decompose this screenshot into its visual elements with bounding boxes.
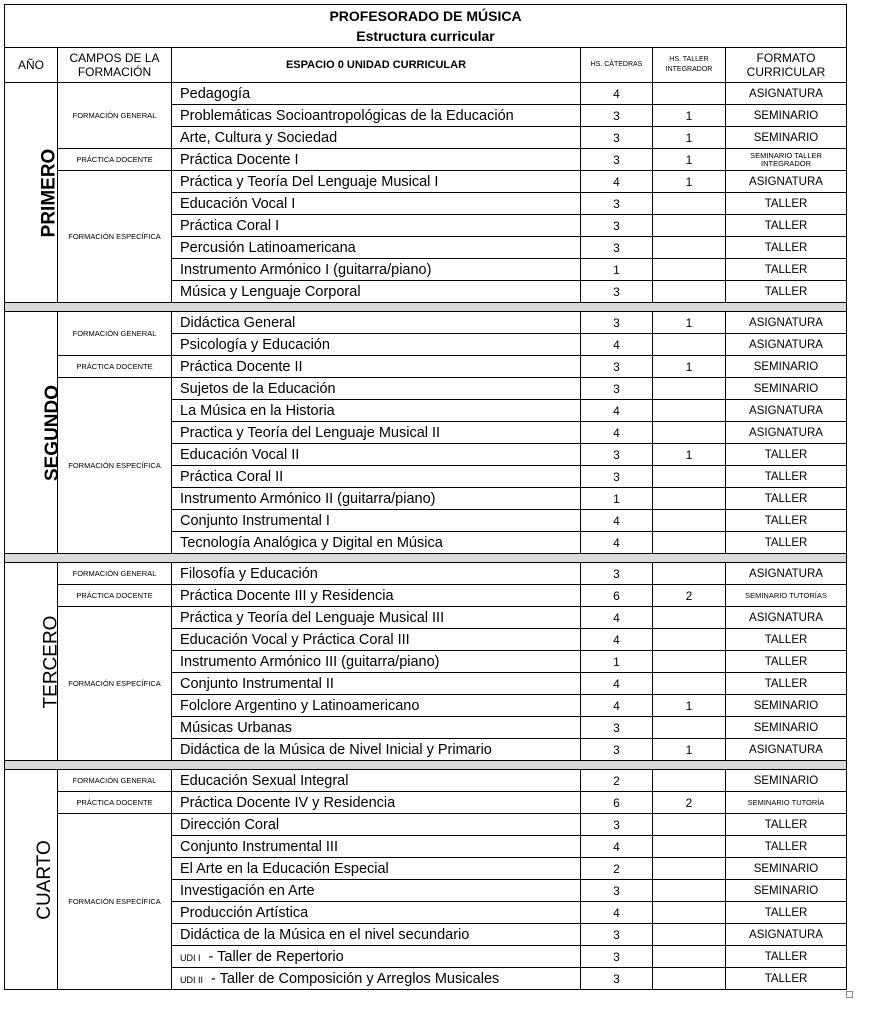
curriculum-table bbox=[4, 4, 847, 990]
hs-catedras-cell: 3 bbox=[581, 880, 653, 902]
hs-catedras-cell: 3 bbox=[581, 946, 653, 968]
hs-taller-cell bbox=[653, 510, 726, 532]
hs-taller-cell bbox=[653, 880, 726, 902]
hs-taller-cell: 1 bbox=[653, 127, 726, 149]
hs-catedras-cell: 3 bbox=[581, 193, 653, 215]
formato-cell: ASIGNATURA bbox=[726, 563, 847, 585]
hs-catedras-cell: 1 bbox=[581, 259, 653, 281]
hs-taller-cell bbox=[653, 193, 726, 215]
header-hs-catedras: HS. CÁTEDRAS bbox=[581, 48, 653, 83]
year-separator bbox=[5, 554, 847, 563]
hs-taller-cell bbox=[653, 607, 726, 629]
table-row bbox=[5, 83, 847, 105]
table-row bbox=[5, 378, 847, 400]
hs-catedras-cell: 3 bbox=[581, 127, 653, 149]
hs-taller-cell: 1 bbox=[653, 695, 726, 717]
subject-cell bbox=[172, 836, 581, 858]
table-row bbox=[5, 149, 847, 171]
hs-taller-cell bbox=[653, 532, 726, 554]
hs-taller-cell bbox=[653, 215, 726, 237]
hs-catedras-cell: 4 bbox=[581, 510, 653, 532]
formato-cell: TALLER bbox=[726, 651, 847, 673]
formato-cell: ASIGNATURA bbox=[726, 422, 847, 444]
year-cell bbox=[5, 312, 64, 554]
subject-name: Educación Sexual Integral bbox=[180, 772, 349, 789]
campo-cell: FORMACIÓN GENERAL bbox=[58, 83, 172, 149]
hs-taller-cell bbox=[653, 237, 726, 259]
hs-catedras-cell: 3 bbox=[581, 312, 653, 334]
year-cell bbox=[5, 770, 58, 990]
header-formato: FORMATO CURRICULAR bbox=[726, 48, 847, 83]
hs-taller-cell bbox=[653, 378, 726, 400]
table-row bbox=[5, 585, 847, 607]
hs-taller-cell bbox=[653, 83, 726, 105]
hs-taller-cell bbox=[653, 924, 726, 946]
campo-cell: FORMACIÓN ESPECÍFICA bbox=[58, 814, 172, 990]
hs-catedras-cell: 6 bbox=[581, 585, 653, 607]
hs-catedras-cell: 4 bbox=[581, 836, 653, 858]
separator-cell bbox=[5, 554, 847, 563]
subject-cell bbox=[172, 880, 581, 902]
formato-cell: SEMINARIO TALLER INTEGRADOR bbox=[726, 149, 847, 171]
hs-catedras-cell: 3 bbox=[581, 105, 653, 127]
table-row bbox=[5, 607, 847, 629]
table-row bbox=[5, 563, 847, 585]
hs-taller-cell bbox=[653, 422, 726, 444]
formato-cell: ASIGNATURA bbox=[726, 607, 847, 629]
hs-taller-cell bbox=[653, 770, 726, 792]
formato-cell: ASIGNATURA bbox=[726, 924, 847, 946]
subject-name: Práctica Docente III y Residencia bbox=[180, 587, 394, 604]
campo-cell: FORMACIÓN GENERAL bbox=[58, 312, 172, 356]
subject-cell bbox=[172, 127, 581, 149]
year-separator bbox=[5, 761, 847, 770]
formato-cell: SEMINARIO bbox=[726, 695, 847, 717]
subject-cell bbox=[172, 488, 581, 510]
hs-taller-cell bbox=[653, 814, 726, 836]
subject-name: Práctica Coral I bbox=[180, 217, 280, 234]
subject-name: Filosofía y Educación bbox=[180, 565, 318, 582]
hs-taller-cell: 1 bbox=[653, 356, 726, 378]
formato-cell: TALLER bbox=[726, 968, 847, 990]
hs-catedras-cell: 4 bbox=[581, 902, 653, 924]
hs-catedras-cell: 3 bbox=[581, 237, 653, 259]
formato-cell: TALLER bbox=[726, 193, 847, 215]
hs-catedras-cell: 3 bbox=[581, 215, 653, 237]
campo-cell: PRÁCTICA DOCENTE bbox=[58, 149, 172, 171]
campo-cell: FORMACIÓN ESPECÍFICA bbox=[58, 607, 172, 761]
hs-catedras-cell: 3 bbox=[581, 444, 653, 466]
subject-name: Instrumento Armónico I (guitarra/piano) bbox=[180, 261, 432, 278]
hs-taller-cell bbox=[653, 858, 726, 880]
subject-name: Folclore Argentino y Latinoamericano bbox=[180, 697, 420, 714]
hs-taller-cell bbox=[653, 946, 726, 968]
subject-cell bbox=[172, 902, 581, 924]
udi-label: UDI II bbox=[180, 974, 204, 985]
campo-cell: FORMACIÓN GENERAL bbox=[58, 770, 172, 792]
separator-cell bbox=[5, 303, 847, 312]
subject-cell bbox=[172, 334, 581, 356]
formato-cell: ASIGNATURA bbox=[726, 739, 847, 761]
table-row bbox=[5, 814, 847, 836]
hs-taller-cell: 1 bbox=[653, 105, 726, 127]
hs-taller-cell bbox=[653, 259, 726, 281]
formato-cell: TALLER bbox=[726, 902, 847, 924]
curriculum-document bbox=[4, 4, 846, 990]
subject-cell bbox=[172, 858, 581, 880]
subject-cell bbox=[172, 563, 581, 585]
table-row bbox=[5, 356, 847, 378]
subject-cell bbox=[172, 281, 581, 303]
formato-cell: SEMINARIO bbox=[726, 127, 847, 149]
subject-cell bbox=[172, 814, 581, 836]
hs-catedras-cell: 4 bbox=[581, 695, 653, 717]
subject-cell bbox=[172, 651, 581, 673]
year-label: CUARTO bbox=[33, 839, 55, 920]
hs-taller-cell: 1 bbox=[653, 312, 726, 334]
formato-cell: TALLER bbox=[726, 281, 847, 303]
formato-cell: TALLER bbox=[726, 237, 847, 259]
year-label: PRIMERO bbox=[38, 148, 60, 237]
subject-cell bbox=[172, 422, 581, 444]
hs-taller-cell bbox=[653, 400, 726, 422]
subject-name: Tecnología Analógica y Digital en Música bbox=[180, 534, 443, 551]
subject-name: Conjunto Instrumental I bbox=[180, 512, 330, 529]
subject-cell bbox=[172, 83, 581, 105]
hs-catedras-cell: 4 bbox=[581, 607, 653, 629]
subject-name: Instrumento Armónico III (guitarra/piano) bbox=[180, 653, 440, 670]
hs-taller-cell: 1 bbox=[653, 739, 726, 761]
hs-catedras-cell: 4 bbox=[581, 629, 653, 651]
subject-name: Arte, Cultura y Sociedad bbox=[180, 129, 338, 146]
subject-cell bbox=[172, 770, 581, 792]
subject-name: Práctica Docente IV y Residencia bbox=[180, 794, 396, 811]
hs-taller-cell bbox=[653, 717, 726, 739]
subject-cell bbox=[172, 968, 581, 990]
corner-mark bbox=[846, 991, 853, 998]
hs-taller-cell: 1 bbox=[653, 171, 726, 193]
document-subtitle: Estructura curricular bbox=[356, 28, 495, 44]
subject-cell bbox=[172, 466, 581, 488]
hs-catedras-cell: 3 bbox=[581, 563, 653, 585]
hs-catedras-cell: 1 bbox=[581, 488, 653, 510]
hs-catedras-cell: 3 bbox=[581, 739, 653, 761]
hs-taller-cell bbox=[653, 563, 726, 585]
campo-cell: FORMACIÓN ESPECÍFICA bbox=[58, 378, 172, 554]
subject-name: Educación Vocal II bbox=[180, 446, 300, 463]
subject-cell bbox=[172, 532, 581, 554]
table-row bbox=[5, 312, 847, 334]
subject-name: - Taller de Repertorio bbox=[204, 948, 344, 965]
subject-cell bbox=[172, 946, 581, 968]
hs-catedras-cell: 4 bbox=[581, 83, 653, 105]
formato-cell: TALLER bbox=[726, 259, 847, 281]
formato-cell: SEMINARIO bbox=[726, 880, 847, 902]
hs-catedras-cell: 3 bbox=[581, 378, 653, 400]
subject-cell bbox=[172, 673, 581, 695]
table-row bbox=[5, 770, 847, 792]
formato-cell: TALLER bbox=[726, 488, 847, 510]
formato-cell: SEMINARIO bbox=[726, 356, 847, 378]
hs-taller-cell: 2 bbox=[653, 585, 726, 607]
subject-cell bbox=[172, 510, 581, 532]
campo-cell: PRÁCTICA DOCENTE bbox=[58, 356, 172, 378]
header-espacio: ESPACIO 0 UNIDAD CURRICULAR bbox=[172, 48, 581, 83]
subject-cell bbox=[172, 400, 581, 422]
campo-cell: PRÁCTICA DOCENTE bbox=[58, 792, 172, 814]
subject-cell bbox=[172, 237, 581, 259]
subject-cell bbox=[172, 356, 581, 378]
hs-taller-cell bbox=[653, 466, 726, 488]
subject-cell bbox=[172, 585, 581, 607]
subject-name: Percusión Latinoamericana bbox=[180, 239, 356, 256]
hs-catedras-cell: 4 bbox=[581, 673, 653, 695]
subject-name: Práctica Docente I bbox=[180, 151, 299, 168]
subject-cell bbox=[172, 378, 581, 400]
subject-cell bbox=[172, 607, 581, 629]
year-label: SEGUNDO bbox=[42, 384, 64, 481]
subject-cell bbox=[172, 629, 581, 651]
document-title: PROFESORADO DE MÚSICA bbox=[329, 8, 522, 24]
subject-cell bbox=[172, 792, 581, 814]
subject-name: Educación Vocal y Práctica Coral III bbox=[180, 631, 410, 648]
subject-cell bbox=[172, 924, 581, 946]
hs-taller-cell bbox=[653, 651, 726, 673]
formato-cell: ASIGNATURA bbox=[726, 400, 847, 422]
hs-catedras-cell: 2 bbox=[581, 770, 653, 792]
hs-catedras-cell: 3 bbox=[581, 717, 653, 739]
hs-catedras-cell: 3 bbox=[581, 814, 653, 836]
formato-cell: ASIGNATURA bbox=[726, 171, 847, 193]
campo-cell: FORMACIÓN GENERAL bbox=[58, 563, 172, 585]
table-row bbox=[5, 171, 847, 193]
hs-catedras-cell: 6 bbox=[581, 792, 653, 814]
formato-cell: TALLER bbox=[726, 836, 847, 858]
year-cell bbox=[5, 83, 58, 303]
formato-cell: SEMINARIO TUTORÍAS bbox=[726, 585, 847, 607]
subject-cell bbox=[172, 171, 581, 193]
subject-name: Práctica Docente II bbox=[180, 358, 303, 375]
header-row bbox=[5, 48, 847, 83]
subject-name: - Taller de Composición y Arreglos Musicales bbox=[207, 970, 500, 987]
formato-cell: SEMINARIO bbox=[726, 717, 847, 739]
subject-cell bbox=[172, 105, 581, 127]
subject-cell bbox=[172, 717, 581, 739]
header-hs-taller: HS. TALLER INTEGRADOR bbox=[653, 48, 726, 83]
hs-taller-cell bbox=[653, 968, 726, 990]
formato-cell: SEMINARIO bbox=[726, 378, 847, 400]
hs-taller-cell bbox=[653, 836, 726, 858]
formato-cell: ASIGNATURA bbox=[726, 312, 847, 334]
subject-name: El Arte en la Educación Especial bbox=[180, 860, 389, 877]
hs-taller-cell bbox=[653, 281, 726, 303]
hs-catedras-cell: 4 bbox=[581, 422, 653, 444]
hs-taller-cell: 1 bbox=[653, 149, 726, 171]
subject-name: Educación Vocal I bbox=[180, 195, 296, 212]
hs-catedras-cell: 3 bbox=[581, 968, 653, 990]
campo-cell: FORMACIÓN ESPECÍFICA bbox=[58, 171, 172, 303]
subject-name: Música y Lenguaje Corporal bbox=[180, 283, 361, 300]
formato-cell: TALLER bbox=[726, 466, 847, 488]
hs-catedras-cell: 3 bbox=[581, 149, 653, 171]
subject-cell bbox=[172, 739, 581, 761]
subject-cell bbox=[172, 259, 581, 281]
header-anio: AÑO bbox=[5, 48, 58, 83]
subject-name: Didáctica de la Música de Nivel Inicial y Primario bbox=[180, 741, 492, 758]
formato-cell: TALLER bbox=[726, 673, 847, 695]
subject-cell bbox=[172, 193, 581, 215]
subject-name: Músicas Urbanas bbox=[180, 719, 293, 736]
formato-cell: TALLER bbox=[726, 629, 847, 651]
subject-name: Práctica y Teoría Del Lenguaje Musical I bbox=[180, 173, 439, 190]
hs-taller-cell: 2 bbox=[653, 792, 726, 814]
year-cell bbox=[5, 563, 62, 761]
hs-catedras-cell: 4 bbox=[581, 171, 653, 193]
campo-cell: PRÁCTICA DOCENTE bbox=[58, 585, 172, 607]
hs-taller-cell: 1 bbox=[653, 444, 726, 466]
hs-catedras-cell: 3 bbox=[581, 924, 653, 946]
formato-cell: TALLER bbox=[726, 814, 847, 836]
subject-name: Producción Artística bbox=[180, 904, 309, 921]
hs-catedras-cell: 4 bbox=[581, 400, 653, 422]
hs-taller-cell bbox=[653, 673, 726, 695]
formato-cell: SEMINARIO TUTORÍA bbox=[726, 792, 847, 814]
formato-cell: SEMINARIO bbox=[726, 858, 847, 880]
formato-cell: TALLER bbox=[726, 215, 847, 237]
formato-cell: ASIGNATURA bbox=[726, 334, 847, 356]
subject-name: Investigación en Arte bbox=[180, 882, 315, 899]
subject-cell bbox=[172, 215, 581, 237]
subject-cell bbox=[172, 444, 581, 466]
subject-name: Psicología y Educación bbox=[180, 336, 330, 353]
subject-cell bbox=[172, 149, 581, 171]
table-title-cell bbox=[5, 5, 847, 48]
formato-cell: TALLER bbox=[726, 946, 847, 968]
title-row bbox=[5, 5, 847, 48]
formato-cell: ASIGNATURA bbox=[726, 83, 847, 105]
formato-cell: TALLER bbox=[726, 444, 847, 466]
hs-taller-cell bbox=[653, 902, 726, 924]
hs-taller-cell bbox=[653, 629, 726, 651]
subject-name: Sujetos de la Educación bbox=[180, 380, 336, 397]
hs-catedras-cell: 3 bbox=[581, 281, 653, 303]
hs-catedras-cell: 2 bbox=[581, 858, 653, 880]
hs-catedras-cell: 3 bbox=[581, 356, 653, 378]
subject-name: Práctica Coral II bbox=[180, 468, 284, 485]
subject-cell bbox=[172, 695, 581, 717]
subject-cell bbox=[172, 312, 581, 334]
hs-catedras-cell: 4 bbox=[581, 532, 653, 554]
hs-catedras-cell: 1 bbox=[581, 651, 653, 673]
formato-cell: TALLER bbox=[726, 510, 847, 532]
subject-name: Didáctica de la Música en el nivel secundario bbox=[180, 926, 470, 943]
header-campos: CAMPOS DE LA FORMACIÓN bbox=[58, 48, 172, 83]
formato-cell: SEMINARIO bbox=[726, 105, 847, 127]
hs-catedras-cell: 4 bbox=[581, 334, 653, 356]
subject-name: Práctica y Teoría del Lenguaje Musical III bbox=[180, 609, 445, 626]
table-row bbox=[5, 792, 847, 814]
subject-name: La Música en la Historia bbox=[180, 402, 335, 419]
subject-name: Didáctica General bbox=[180, 314, 296, 331]
year-label: TERCERO bbox=[40, 615, 62, 708]
formato-cell: SEMINARIO bbox=[726, 770, 847, 792]
separator-cell bbox=[5, 761, 847, 770]
subject-name: Problemáticas Socioantropológicas de la Educación bbox=[180, 107, 514, 124]
udi-label: UDI I bbox=[180, 952, 201, 963]
hs-taller-cell bbox=[653, 334, 726, 356]
subject-name: Practica y Teoría del Lenguaje Musical II bbox=[180, 424, 441, 441]
hs-taller-cell bbox=[653, 488, 726, 510]
subject-name: Dirección Coral bbox=[180, 816, 280, 833]
hs-catedras-cell: 3 bbox=[581, 466, 653, 488]
subject-name: Conjunto Instrumental II bbox=[180, 675, 334, 692]
subject-name: Pedagogía bbox=[180, 85, 251, 102]
subject-name: Instrumento Armónico II (guitarra/piano) bbox=[180, 490, 436, 507]
year-separator bbox=[5, 303, 847, 312]
subject-name: Conjunto Instrumental III bbox=[180, 838, 338, 855]
formato-cell: TALLER bbox=[726, 532, 847, 554]
